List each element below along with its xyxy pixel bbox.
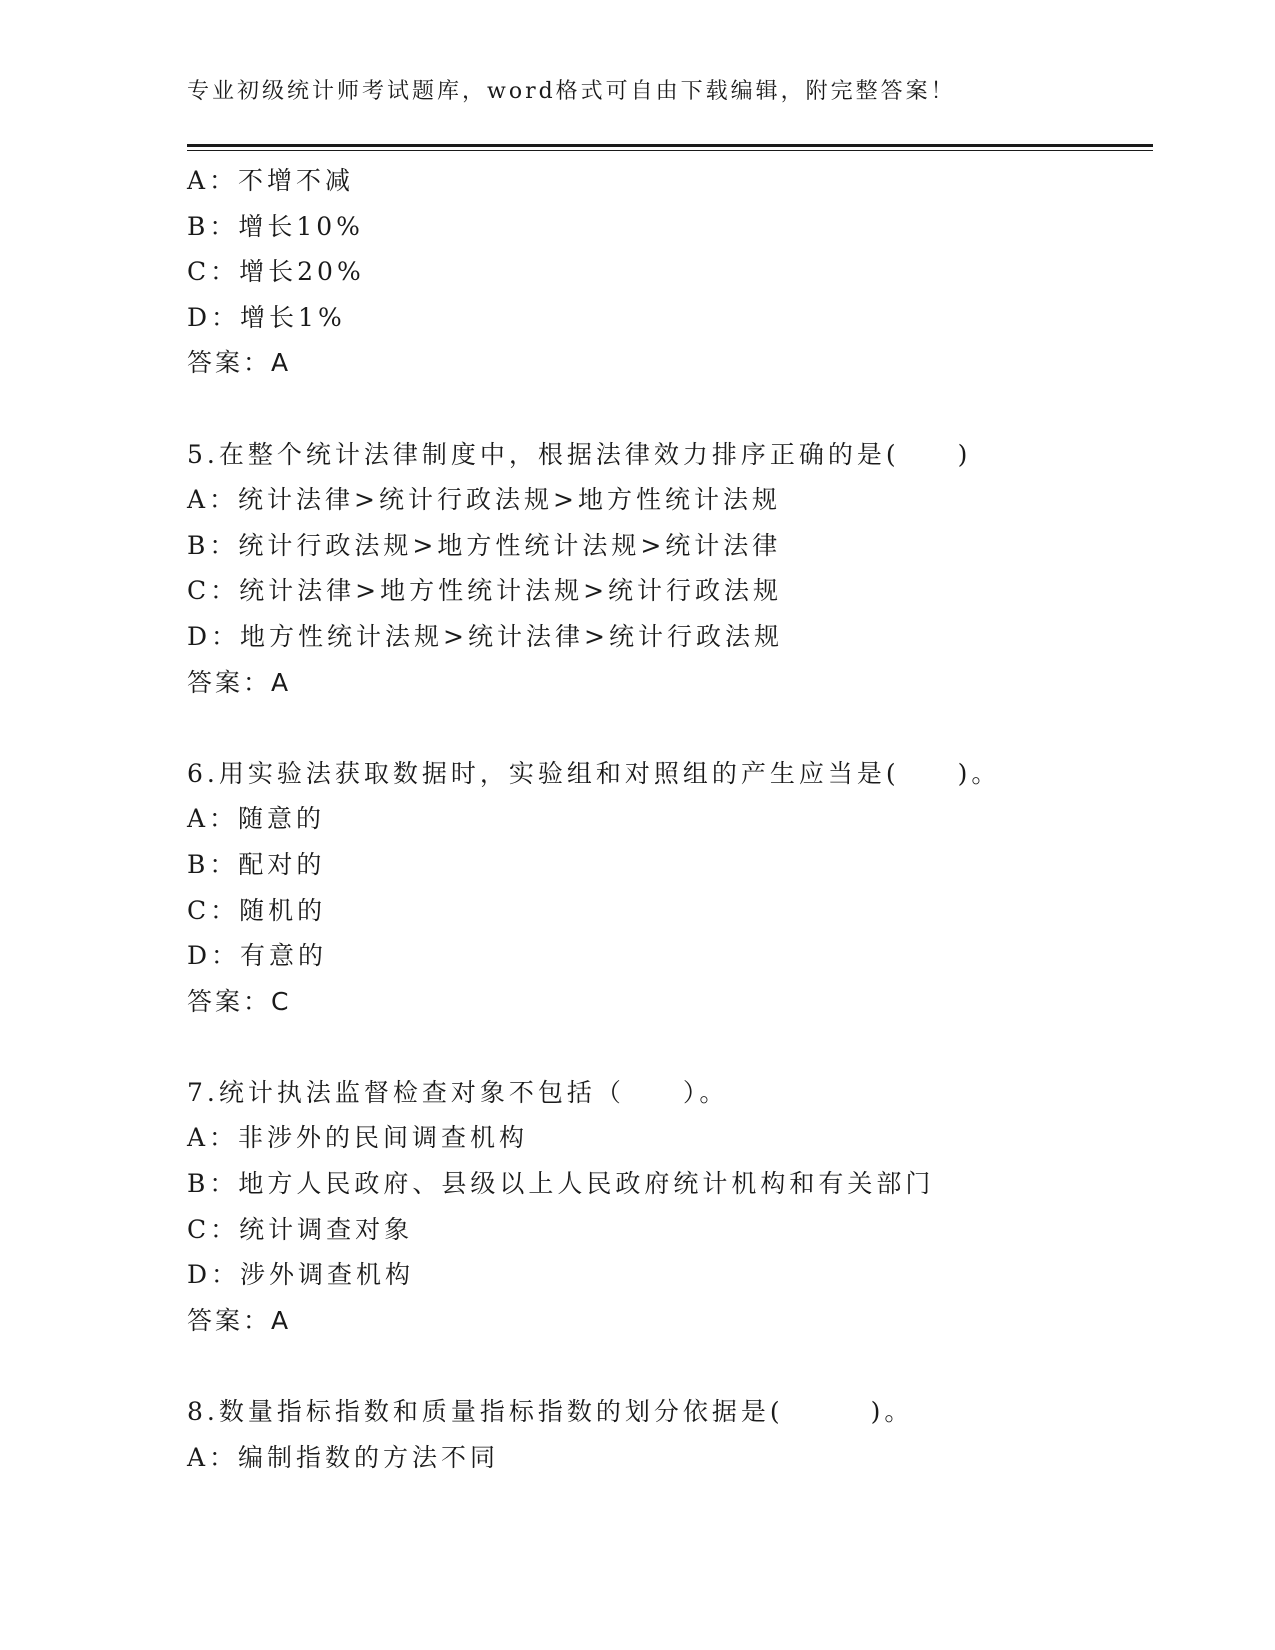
- question-text: 7.统计执法监督检查对象不包括（ ）。: [187, 1077, 729, 1107]
- option-b: B：地方人民政府、县级以上人民政府统计机构和有关部门: [187, 1169, 935, 1199]
- option-a: A：统计法律>统计行政法规>地方性统计法规: [187, 485, 781, 515]
- option-c: C：增长20%: [187, 257, 365, 287]
- header-divider: [187, 144, 1153, 151]
- answer-line: 答案：C: [187, 986, 292, 1016]
- option-c: C：统计调查对象: [187, 1214, 414, 1244]
- option-b: B：配对的: [187, 849, 326, 879]
- page-header: 专业初级统计师考试题库，word格式可自由下载编辑，附完整答案！: [187, 79, 956, 104]
- option-a: A：不增不减: [187, 166, 355, 195]
- question-text: 8.数量指标指数和质量指标指数的划分依据是( )。: [187, 1397, 914, 1427]
- option-c: C：统计法律>地方性统计法规>统计行政法规: [187, 576, 783, 606]
- question-block: [187, 432, 1153, 706]
- spacer: [187, 386, 1153, 432]
- spacer: [187, 1343, 1153, 1389]
- spacer: [187, 1024, 1153, 1070]
- document-body: [187, 158, 1153, 1480]
- option-b: B：统计行政法规>地方性统计法规>统计法律: [187, 530, 782, 560]
- question-block: [187, 1389, 1153, 1480]
- question-block: [187, 1070, 1153, 1344]
- question-block: [187, 158, 1153, 386]
- answer-line: 答案：A: [187, 348, 292, 378]
- answer-line: 答案：A: [187, 667, 292, 697]
- option-d: D：地方性统计法规>统计法律>统计行政法规: [187, 621, 783, 651]
- option-d: D：增长1%: [187, 302, 346, 332]
- option-d: D：涉外调查机构: [187, 1260, 415, 1290]
- option-a: A：随意的: [187, 804, 326, 834]
- option-a: A：非涉外的民间调查机构: [187, 1123, 529, 1153]
- option-a: A：编制指数的方法不同: [187, 1442, 500, 1472]
- option-d: D：有意的: [187, 941, 328, 971]
- question-text: 5.在整个统计法律制度中，根据法律效力排序正确的是( ): [187, 439, 972, 469]
- option-b: B：增长10%: [187, 211, 364, 241]
- spacer: [187, 705, 1153, 751]
- question-block: [187, 751, 1153, 1025]
- answer-line: 答案：A: [187, 1305, 292, 1335]
- question-text: 6.用实验法获取数据时，实验组和对照组的产生应当是( )。: [187, 758, 1001, 788]
- option-c: C：随机的: [187, 895, 327, 925]
